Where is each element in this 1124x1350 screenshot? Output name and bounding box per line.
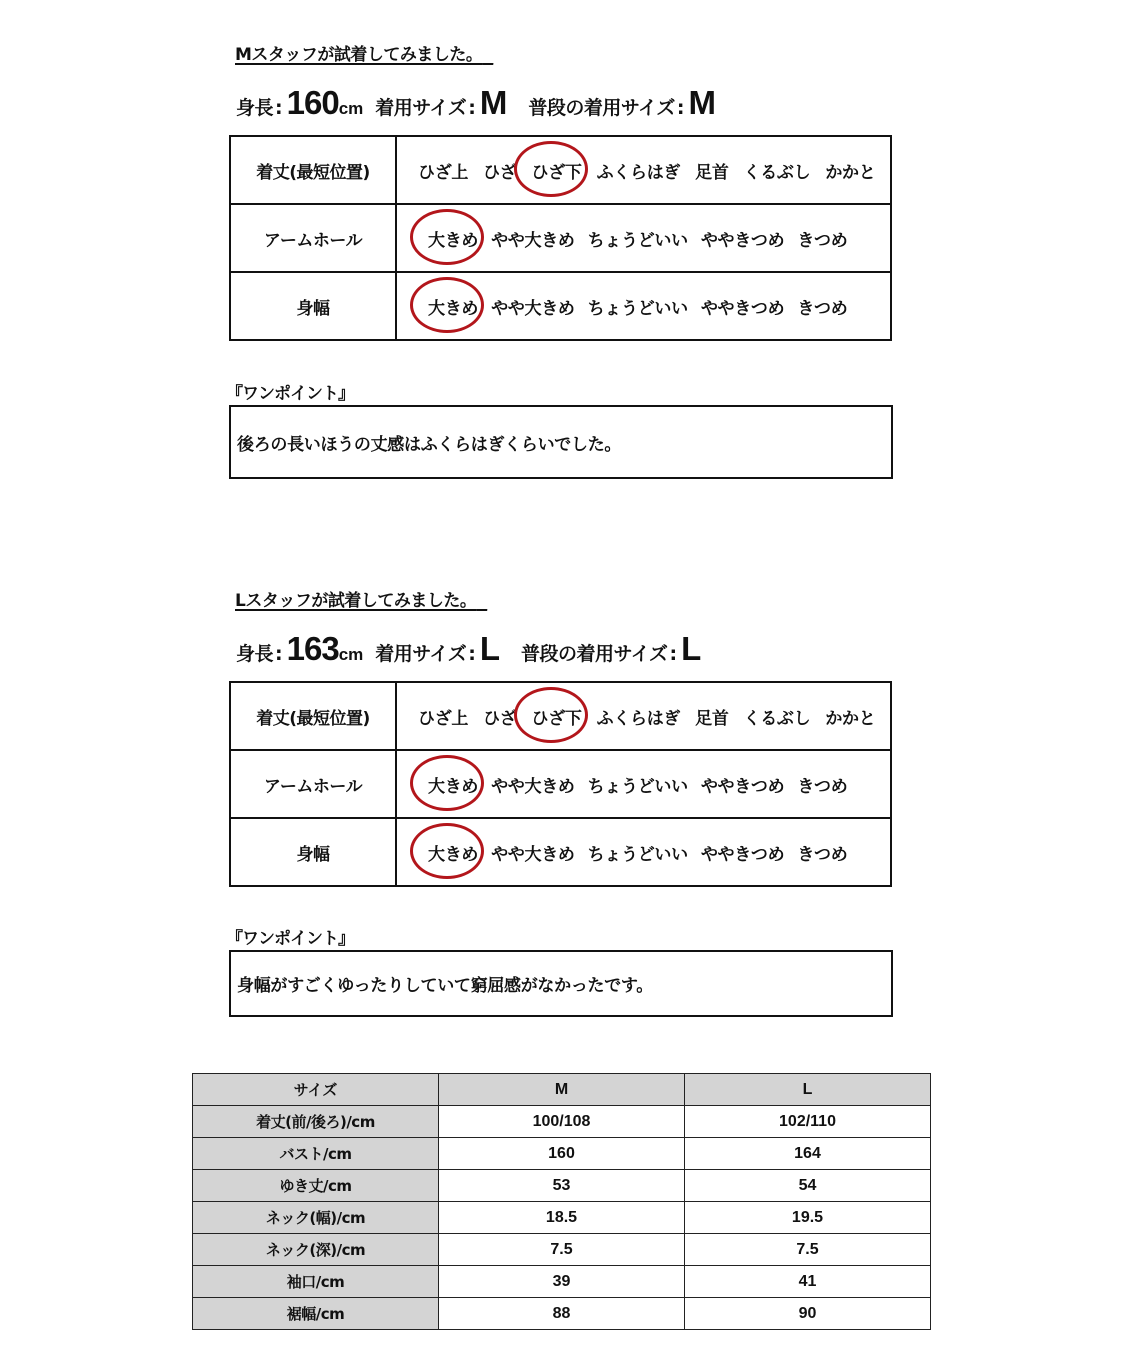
- row-header: ゆき丈/cm: [193, 1170, 439, 1202]
- usual-size-value: M: [688, 84, 715, 121]
- cell: 88: [439, 1298, 685, 1330]
- header-cell: M: [439, 1074, 685, 1106]
- row-header: 袖口/cm: [193, 1266, 439, 1298]
- cell: 102/110: [685, 1106, 931, 1138]
- colon: :: [468, 97, 476, 119]
- option: ひざ: [483, 708, 517, 729]
- fit-options: [397, 294, 890, 319]
- option: ちょうどいい: [587, 776, 688, 797]
- option: ややきつめ: [700, 776, 785, 797]
- row-header: 裾幅/cm: [193, 1298, 439, 1330]
- colon: :: [669, 643, 678, 665]
- section-m-onepoint-title: 『ワンポイント』: [226, 384, 354, 404]
- height-unit: cm: [338, 645, 364, 664]
- cell: 18.5: [439, 1202, 685, 1234]
- colon: :: [275, 643, 283, 665]
- option: きつめ: [797, 298, 848, 319]
- fit-row-label: 身幅: [230, 818, 396, 886]
- option: ひざ: [483, 162, 517, 183]
- option-selected: ひざ下: [532, 704, 582, 729]
- fit-row-armhole: [230, 750, 891, 818]
- header-cell: サイズ: [193, 1074, 439, 1106]
- worn-size-label: 着用サイズ: [375, 643, 467, 665]
- cell: 100/108: [439, 1106, 685, 1138]
- option: ややきつめ: [700, 230, 785, 251]
- row-header: ネック(深)/cm: [193, 1234, 439, 1266]
- usual-size-label: 普段の着用サイズ: [521, 643, 668, 665]
- height-value: 163: [286, 630, 339, 667]
- fit-row-width: [230, 818, 891, 886]
- option: やや大きめ: [491, 298, 575, 319]
- option-selected: 大きめ: [428, 226, 478, 251]
- cell: 53: [439, 1170, 685, 1202]
- size-table-header: [193, 1074, 931, 1106]
- option: ふくらはぎ: [596, 708, 681, 729]
- table-row: [193, 1106, 931, 1138]
- row-header: 着丈(前/後ろ)/cm: [193, 1106, 439, 1138]
- colon: :: [468, 643, 476, 665]
- option: やや大きめ: [491, 230, 575, 251]
- fit-row-label: 着丈(最短位置): [230, 682, 396, 750]
- onepoint-text: 身幅がすごくゆったりしていて窮屈感がなかったです。: [237, 976, 653, 996]
- section-m-fit-table: [229, 135, 892, 341]
- height-value: 160: [286, 84, 339, 121]
- section-m-title: Mスタッフが試着してみました。: [235, 45, 483, 65]
- option-selected: 大きめ: [428, 294, 478, 319]
- fit-options: [397, 840, 890, 865]
- usual-size-label: 普段の着用サイズ: [528, 97, 675, 119]
- option: きつめ: [797, 776, 848, 797]
- section-l-title: Lスタッフが試着してみました。: [235, 591, 477, 611]
- option: ややきつめ: [700, 844, 785, 865]
- fit-row-label: アームホール: [230, 204, 396, 272]
- header-cell: L: [685, 1074, 931, 1106]
- fit-options: [397, 704, 890, 729]
- option: ちょうどいい: [587, 298, 688, 319]
- fit-options: [397, 772, 890, 797]
- fit-row-label: 着丈(最短位置): [230, 136, 396, 204]
- option-selected: 大きめ: [428, 840, 478, 865]
- table-row: [193, 1170, 931, 1202]
- fit-options: [397, 158, 890, 183]
- size-chart-table: [192, 1073, 931, 1330]
- table-row: [193, 1266, 931, 1298]
- option: かかと: [825, 708, 876, 729]
- section-l-onepoint-box: [229, 950, 893, 1017]
- onepoint-text: 後ろの長いほうの丈感はふくらはぎくらいでした。: [237, 434, 622, 455]
- fit-row-armhole: [230, 204, 891, 272]
- row-header: バスト/cm: [193, 1138, 439, 1170]
- height-unit: cm: [338, 99, 364, 118]
- fit-options: [397, 226, 890, 251]
- option: ひざ上: [418, 162, 469, 183]
- row-header: ネック(幅)/cm: [193, 1202, 439, 1234]
- usual-size-value: L: [681, 630, 701, 667]
- table-row: [193, 1202, 931, 1234]
- table-row: [193, 1234, 931, 1266]
- table-row: [193, 1298, 931, 1330]
- section-m-meta: [236, 84, 715, 122]
- worn-size-value: M: [479, 84, 507, 121]
- option-selected: ひざ下: [532, 158, 582, 183]
- section-l-meta: [236, 630, 700, 668]
- colon: :: [275, 97, 283, 119]
- worn-size-value: L: [479, 630, 500, 667]
- cell: 54: [685, 1170, 931, 1202]
- cell: 160: [439, 1138, 685, 1170]
- worn-size-label: 着用サイズ: [375, 97, 467, 119]
- cell: 7.5: [439, 1234, 685, 1266]
- section-l-onepoint-title: 『ワンポイント』: [226, 929, 354, 949]
- colon: :: [676, 97, 685, 119]
- cell: 41: [685, 1266, 931, 1298]
- option: ちょうどいい: [587, 230, 688, 251]
- option: くるぶし: [743, 162, 811, 183]
- option: かかと: [825, 162, 876, 183]
- height-label: 身長: [236, 643, 274, 665]
- option: ふくらはぎ: [596, 162, 681, 183]
- cell: 19.5: [685, 1202, 931, 1234]
- option: 足首: [695, 708, 729, 729]
- fit-row-length: [230, 136, 891, 204]
- option: きつめ: [797, 844, 848, 865]
- option: くるぶし: [743, 708, 811, 729]
- option: ちょうどいい: [587, 844, 688, 865]
- cell: 7.5: [685, 1234, 931, 1266]
- option: きつめ: [797, 230, 848, 251]
- fit-row-label: 身幅: [230, 272, 396, 340]
- height-label: 身長: [236, 97, 274, 119]
- option: 足首: [695, 162, 729, 183]
- section-m-onepoint-box: [229, 405, 893, 479]
- option: やや大きめ: [491, 776, 575, 797]
- option: やや大きめ: [491, 844, 575, 865]
- cell: 39: [439, 1266, 685, 1298]
- cell: 90: [685, 1298, 931, 1330]
- fit-row-label: アームホール: [230, 750, 396, 818]
- fit-row-length: [230, 682, 891, 750]
- option-selected: 大きめ: [428, 772, 478, 797]
- fit-row-width: [230, 272, 891, 340]
- section-l-fit-table: [229, 681, 892, 887]
- cell: 164: [685, 1138, 931, 1170]
- option: ひざ上: [418, 708, 469, 729]
- table-row: [193, 1138, 931, 1170]
- option: ややきつめ: [700, 298, 785, 319]
